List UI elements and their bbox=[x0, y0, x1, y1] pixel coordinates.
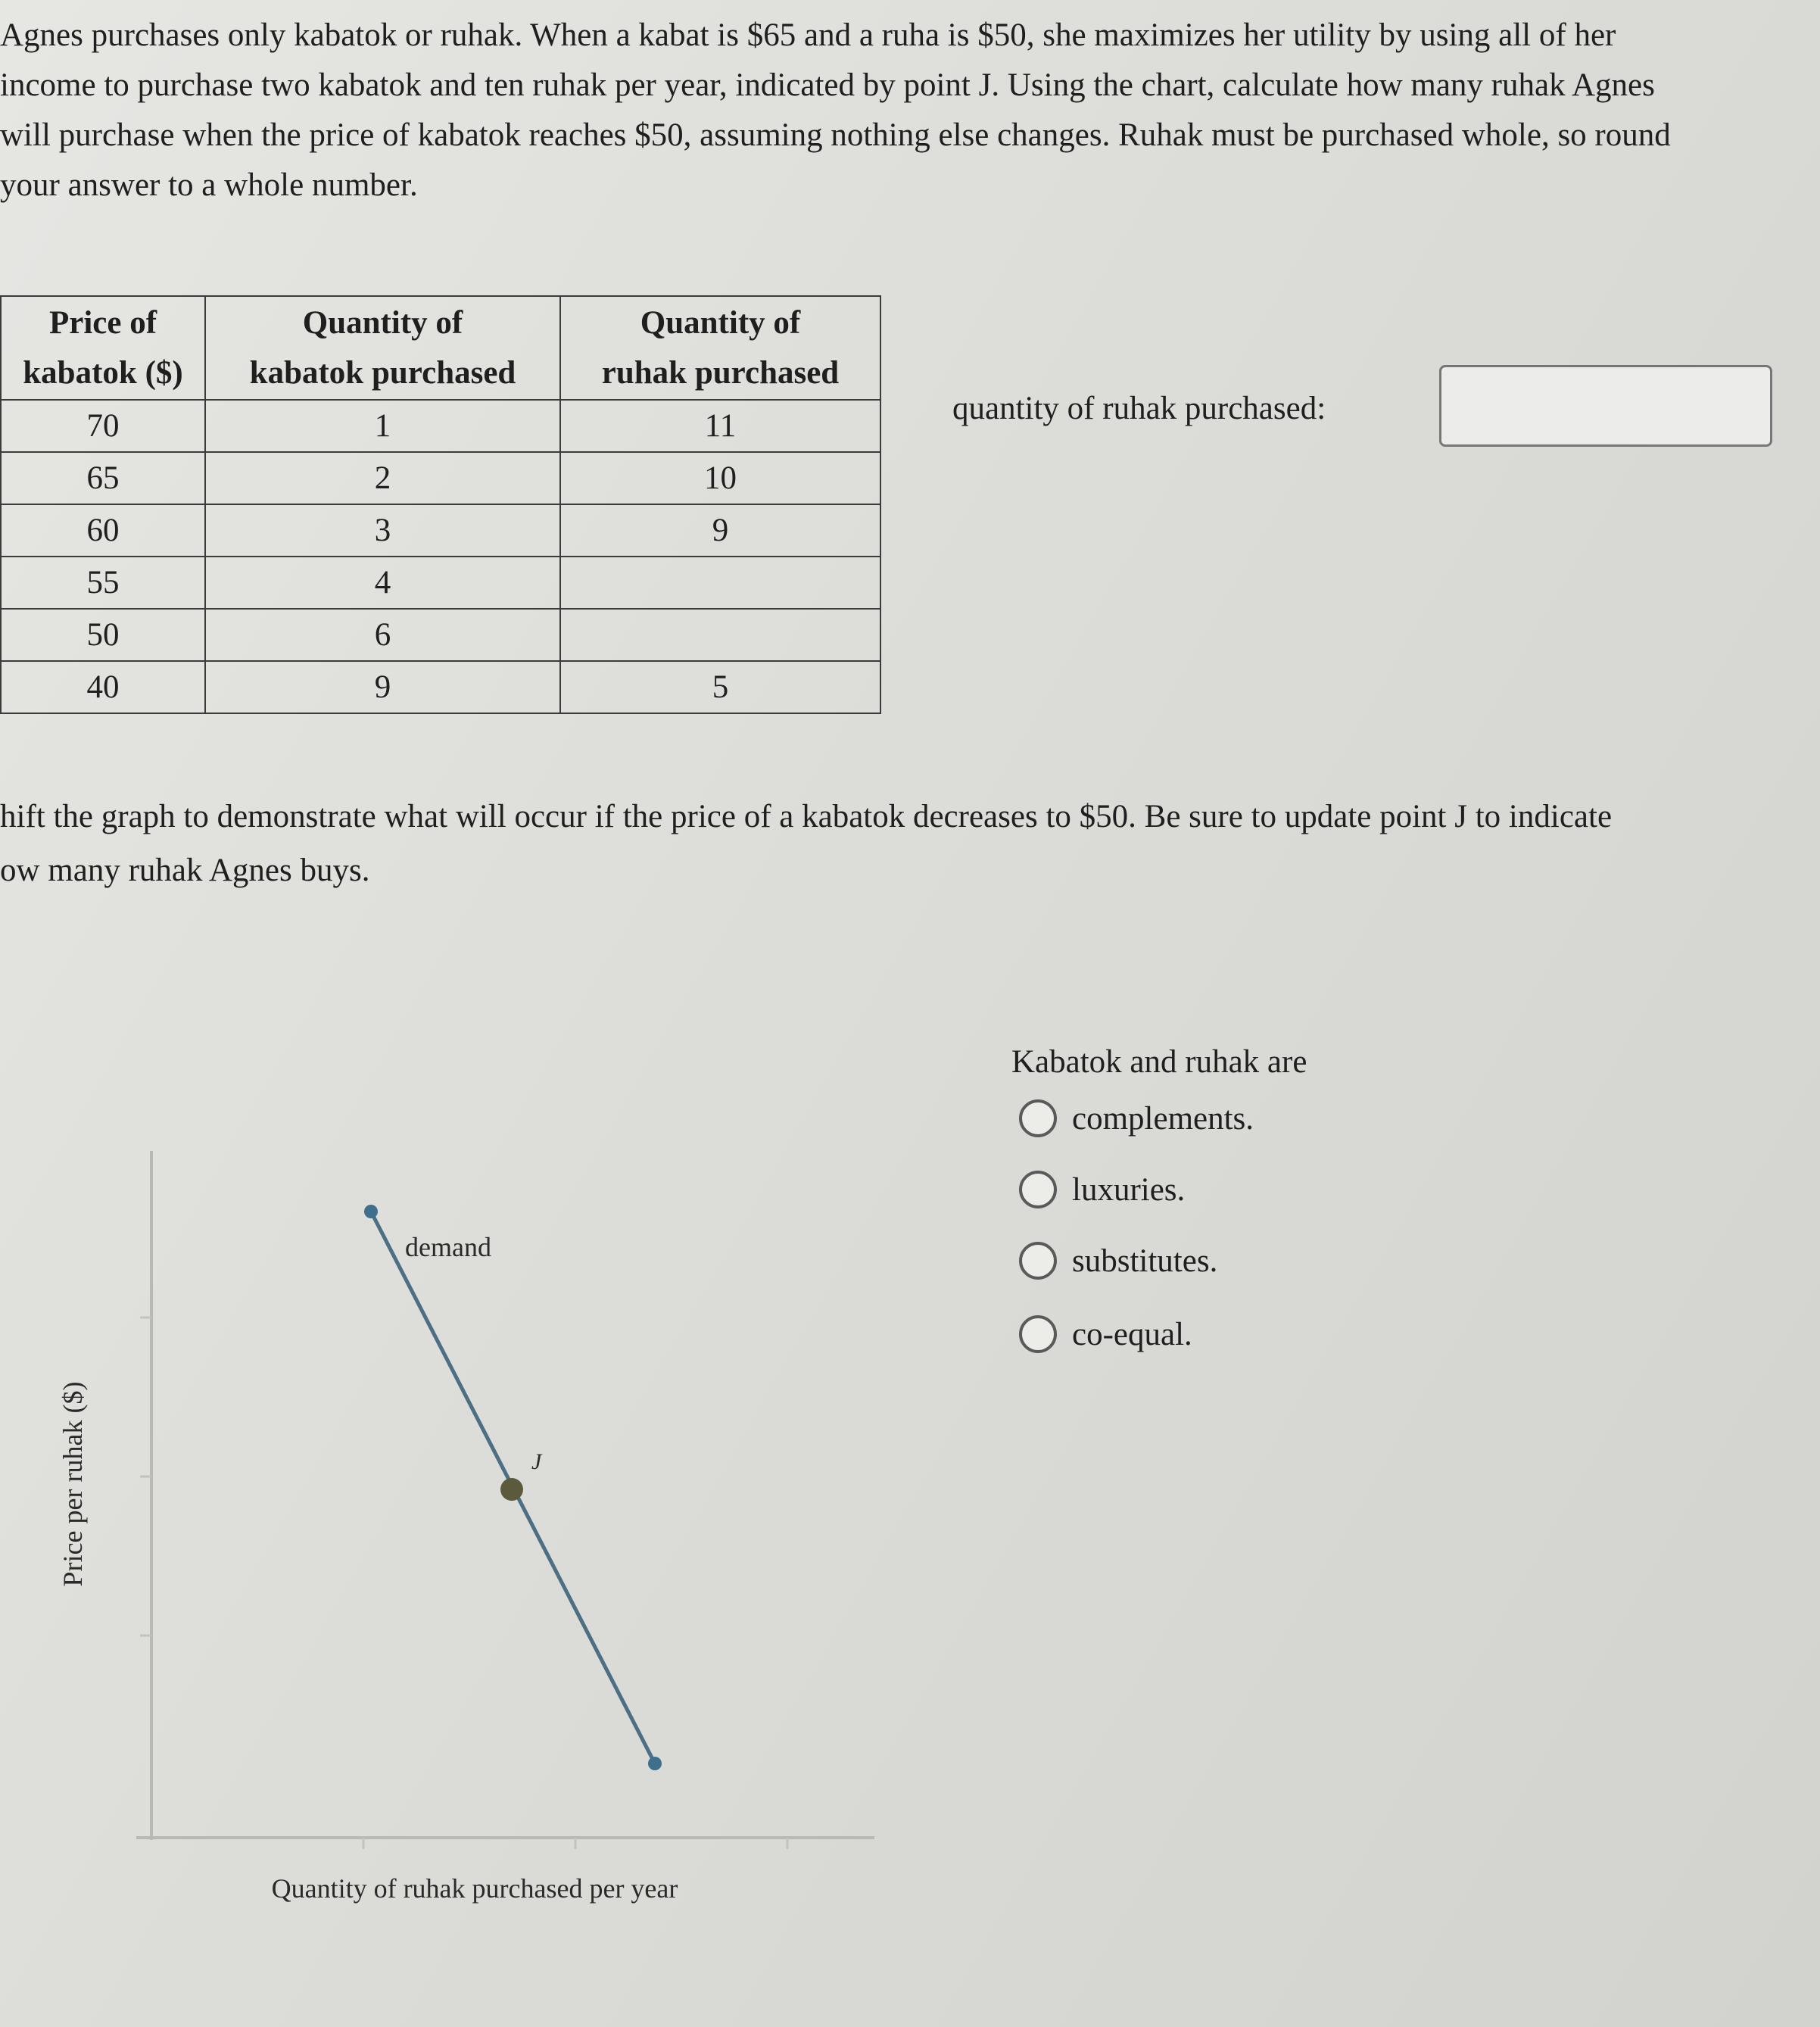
instruction-line: hift the graph to demonstrate what will occur if the price of a kabatok decreases to $50. Be sure to update point J to indicate bbox=[0, 799, 1613, 834]
table-row bbox=[1, 452, 880, 504]
y-axis-label: Price per ruhak ($) bbox=[58, 1381, 88, 1587]
instruction-text bbox=[0, 790, 1820, 897]
header-quantity-ruhak bbox=[560, 296, 880, 400]
table-header-row bbox=[1, 296, 880, 400]
table-cell: 4 bbox=[205, 557, 560, 609]
option-label: substitutes. bbox=[1072, 1243, 1218, 1279]
option-complements[interactable] bbox=[1019, 1099, 1254, 1137]
demand-chart[interactable] bbox=[0, 1121, 908, 1938]
question-line: will purchase when the price of kabatok reaches $50, assuming nothing else changes. Ruhak must be purchased whole, so round bbox=[0, 117, 1671, 153]
radio-button[interactable] bbox=[1019, 1315, 1057, 1353]
header-line: Price of bbox=[48, 304, 157, 341]
table-row bbox=[1, 609, 880, 661]
price-quantity-table bbox=[0, 295, 881, 714]
header-quantity-kabatok bbox=[205, 296, 560, 400]
instruction-line: ow many ruhak Agnes buys. bbox=[0, 853, 370, 888]
table-cell bbox=[560, 609, 880, 661]
radio-button[interactable] bbox=[1019, 1242, 1057, 1280]
table-cell: 10 bbox=[560, 452, 880, 504]
question-line: Agnes purchases only kabatok or ruhak. When a kabat is $65 and a ruha is $50, she maximizes her utility by using all of her bbox=[0, 17, 1616, 53]
chart-axes bbox=[136, 1151, 874, 1849]
table-cell: 3 bbox=[205, 504, 560, 557]
point-j-label: J bbox=[531, 1449, 542, 1474]
table-row bbox=[1, 557, 880, 609]
table-cell: 2 bbox=[205, 452, 560, 504]
demand-endpoint-handle[interactable] bbox=[648, 1757, 662, 1770]
radio-button[interactable] bbox=[1019, 1099, 1057, 1137]
demand-endpoint-handle[interactable] bbox=[364, 1205, 378, 1218]
table-cell: 9 bbox=[560, 504, 880, 557]
table-cell: 9 bbox=[205, 661, 560, 713]
table-cell bbox=[560, 557, 880, 609]
mc-prompt: Kabatok and ruhak are bbox=[1011, 1044, 1307, 1080]
header-line: Quantity of bbox=[640, 304, 801, 341]
table-row bbox=[1, 504, 880, 557]
option-label: complements. bbox=[1072, 1100, 1254, 1137]
radio-button[interactable] bbox=[1019, 1171, 1057, 1208]
x-axis-label: Quantity of ruhak purchased per year bbox=[271, 1873, 678, 1904]
option-label: co-equal. bbox=[1072, 1316, 1192, 1352]
table-cell: 40 bbox=[1, 661, 205, 713]
table-cell: 55 bbox=[1, 557, 205, 609]
demand-label: demand bbox=[405, 1232, 491, 1262]
option-substitutes[interactable] bbox=[1019, 1242, 1217, 1280]
table-cell: 6 bbox=[205, 609, 560, 661]
header-line: Quantity of bbox=[302, 304, 463, 341]
option-co-equal[interactable] bbox=[1019, 1315, 1192, 1353]
header-price-kabatok bbox=[1, 296, 205, 400]
table-cell: 5 bbox=[560, 661, 880, 713]
table-cell: 1 bbox=[205, 400, 560, 452]
table-row bbox=[1, 661, 880, 713]
option-luxuries[interactable] bbox=[1019, 1171, 1185, 1208]
table-cell: 60 bbox=[1, 504, 205, 557]
table-cell: 70 bbox=[1, 400, 205, 452]
question-line: your answer to a whole number. bbox=[0, 167, 418, 203]
table-cell: 11 bbox=[560, 400, 880, 452]
option-label: luxuries. bbox=[1072, 1171, 1186, 1208]
table-cell: 65 bbox=[1, 452, 205, 504]
header-line: ruhak purchased bbox=[601, 354, 840, 391]
header-line: kabatok purchased bbox=[249, 354, 516, 391]
ruhak-quantity-input[interactable] bbox=[1439, 365, 1772, 447]
question-text bbox=[0, 11, 1820, 210]
point-j-handle[interactable] bbox=[500, 1478, 523, 1501]
header-line: kabatok ($) bbox=[23, 354, 183, 391]
table-cell: 50 bbox=[1, 609, 205, 661]
answer-label: quantity of ruhak purchased: bbox=[952, 391, 1326, 426]
table-row bbox=[1, 400, 880, 452]
question-line: income to purchase two kabatok and ten ruhak per year, indicated by point J. Using the chart, calculate how many ruhak Agnes bbox=[0, 67, 1655, 103]
